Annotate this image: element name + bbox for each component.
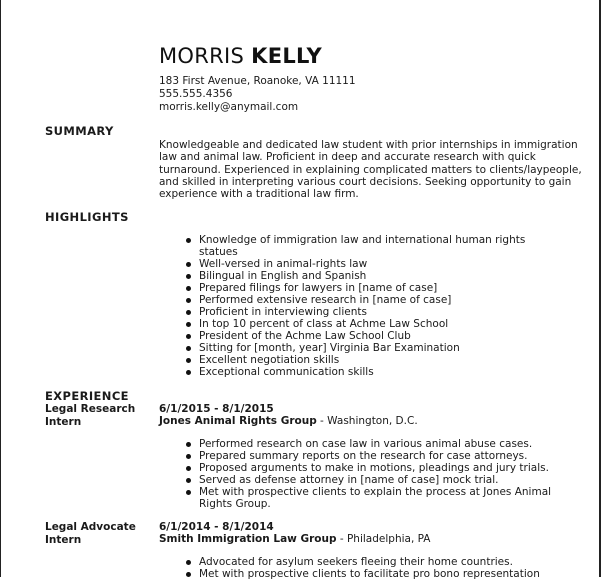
- address: 183 First Avenue, Roanoke, VA 11111: [159, 75, 356, 87]
- job-bullet: Proposed arguments to make in motions, pleadings and jury trials.: [186, 462, 556, 474]
- email: morris.kelly@anymail.com: [159, 101, 299, 113]
- highlight-item: Prepared filings for lawyers in [name of case]: [186, 282, 556, 294]
- job-bullet: Met with prospective clients to facilitate pro bono representation: [186, 568, 556, 580]
- job-bullets: [186, 556, 556, 580]
- highlight-item: Proficient in interviewing clients: [186, 306, 556, 318]
- job-bullet: Served as defense attorney in [name of case] mock trial.: [186, 474, 556, 486]
- company-location: - Philadelphia, PA: [336, 533, 431, 545]
- highlight-item: Performed extensive research in [name of case]: [186, 294, 556, 306]
- highlight-item: In top 10 percent of class at Achme Law School: [186, 318, 556, 330]
- job-employer: [159, 533, 430, 546]
- company-name: Jones Animal Rights Group: [159, 415, 317, 427]
- highlight-item: Exceptional communication skills: [186, 366, 556, 378]
- job-title: Legal Research Intern: [45, 403, 136, 428]
- job-dates: 6/1/2014 - 8/1/2014: [159, 521, 274, 533]
- highlight-item: President of the Achme Law School Club: [186, 330, 556, 342]
- highlight-item: Bilingual in English and Spanish: [186, 270, 556, 282]
- highlight-item: Well-versed in animal-rights law: [186, 258, 556, 270]
- job-bullet: Prepared summary reports on the research for case attorneys.: [186, 450, 556, 462]
- highlight-item: Knowledge of immigration law and international human rights statues: [186, 234, 556, 258]
- job-bullet: Performed research on case law in various animal abuse cases.: [186, 438, 556, 450]
- highlight-item: Sitting for [month, year] Virginia Bar Examination: [186, 342, 556, 354]
- summary-heading: SUMMARY: [45, 124, 114, 138]
- company-location: - Washington, D.C.: [316, 415, 418, 427]
- highlight-item: Excellent negotiation skills: [186, 354, 556, 366]
- highlights-list: [186, 234, 556, 378]
- job-title: Legal Advocate Intern: [45, 521, 136, 546]
- summary-text: Knowledgeable and dedicated law student with prior internships in immigration law and animal law. Proficient in deep and accurate research with quick turnaround. Experienced in explaining complicated matters to clients/laypeople, and skilled in interpreting various court decisions. Seeking opportunity to gain experience with a traditional law firm.: [159, 139, 582, 201]
- phone: 555.555.4356: [159, 88, 233, 100]
- job-bullets: [186, 438, 556, 510]
- job-bullet: Advocated for asylum seekers fleeing their home countries.: [186, 556, 556, 568]
- job-dates: 6/1/2015 - 8/1/2015: [159, 403, 274, 415]
- experience-heading: EXPERIENCE: [45, 389, 129, 403]
- candidate-name: [159, 44, 322, 68]
- last-name: KELLY: [251, 44, 322, 68]
- job-employer: [159, 415, 418, 428]
- first-name: MORRIS: [159, 44, 245, 68]
- company-name: Smith Immigration Law Group: [159, 533, 337, 545]
- job-bullet: Met with prospective clients to explain the process at Jones Animal Rights Group.: [186, 486, 556, 510]
- highlights-heading: HIGHLIGHTS: [45, 210, 129, 224]
